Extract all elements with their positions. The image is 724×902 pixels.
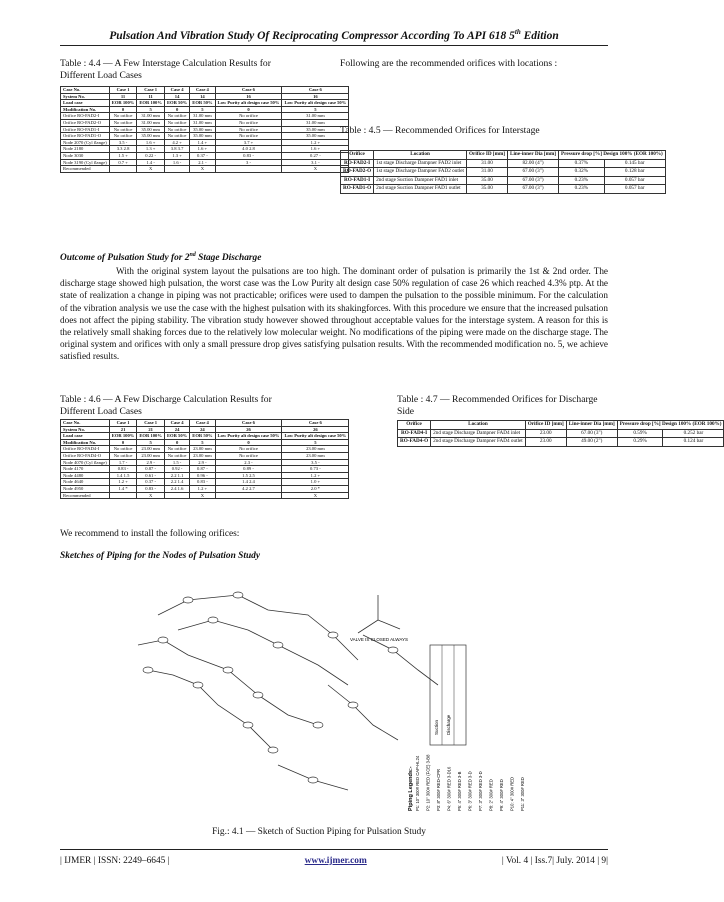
table-row xyxy=(61,166,349,173)
header-cell: Line-inner Dia [mm] xyxy=(566,421,617,430)
table-cell: System No. xyxy=(61,93,110,100)
table-cell: 0.057 bar xyxy=(604,185,665,194)
table-row xyxy=(61,106,349,113)
table-cell: Modification No. xyxy=(61,106,110,113)
table-cell: No orifice xyxy=(109,119,137,126)
table-row xyxy=(61,159,349,166)
table-cell: 31.00 xyxy=(466,168,507,177)
table-cell: 0 xyxy=(164,439,189,446)
legend-item: P5: 4" 300# RED 3-B xyxy=(457,771,462,811)
table-cell: 0.73 - xyxy=(282,466,349,473)
header-cell: Location xyxy=(431,421,526,430)
table-cell: 0.87 - xyxy=(190,466,215,473)
table-cell: 23.00 mm xyxy=(137,452,165,459)
table-cell: 2.9 - xyxy=(137,459,165,466)
legend-item: P11: 3" 300# RED xyxy=(520,777,525,811)
table-cell: No orifice xyxy=(215,133,282,140)
table-cell: 31.00 mm xyxy=(190,119,215,126)
header-cell: Case 4 xyxy=(190,87,215,94)
table-cell: Node 4170 xyxy=(61,466,110,473)
table-cell: Low Purity alt design case 50% xyxy=(215,100,282,107)
header-cell: Case 4 xyxy=(164,87,189,94)
table-cell: Case 6 xyxy=(215,420,282,427)
table-cell: 35.00 mm xyxy=(137,133,165,140)
table-row xyxy=(341,176,666,185)
table-cell: Orifice RO-FAD4-I xyxy=(61,446,110,453)
table-cell: 67.00 (3") xyxy=(508,176,559,185)
table-cell: 0.61 - xyxy=(137,472,165,479)
table-cell: No orifice xyxy=(164,119,189,126)
table-cell: 1.6 + xyxy=(190,146,215,153)
valve-note: VALVE IS CLOSED ALWAYS xyxy=(350,637,409,642)
table-cell: 16 xyxy=(282,93,349,100)
table-cell: X xyxy=(137,166,165,173)
table-row xyxy=(61,126,349,133)
table-cell: 0.22 - xyxy=(137,152,165,159)
table-cell: 0.23% xyxy=(559,176,605,185)
table-cell: Low Purity alt design case 50% xyxy=(282,433,349,440)
table-cell: Load case xyxy=(61,100,110,107)
table-row xyxy=(61,459,349,466)
header-cell: Line-inner Dia [mm] xyxy=(508,151,559,160)
header-cell: Case No. xyxy=(61,87,110,94)
table-cell: Load case xyxy=(61,433,110,440)
table-cell: 35.00 mm xyxy=(190,133,215,140)
table-cell: 1.2 + xyxy=(109,479,137,486)
table-row xyxy=(61,426,349,433)
table-row xyxy=(61,492,349,499)
table-cell: No orifice xyxy=(109,452,137,459)
table-cell: EOR 50% xyxy=(190,433,215,440)
table-cell: 1.5 2.5 xyxy=(215,472,282,479)
table-cell: 1.4 2.4 xyxy=(215,479,282,486)
table-cell: 0.252 bar xyxy=(663,429,724,438)
table-cell: 0 xyxy=(215,439,282,446)
legend-item: P2: 10" 300# RED (FCE) 3-B8 xyxy=(425,754,431,811)
footer-rule xyxy=(60,849,608,850)
table-cell: 23.00 xyxy=(525,429,566,438)
table-cell: 1.4 1.5 xyxy=(109,472,137,479)
table-cell: Node 3030 xyxy=(61,152,110,159)
table-cell: 2nd stage Suction Dampner FAD1 inlet xyxy=(374,176,467,185)
table-cell: 1.4 + xyxy=(190,139,215,146)
table-4-6-caption: Table : 4.6 — A Few Discharge Calculation Results for Different Load Cases xyxy=(60,394,272,417)
table-cell: 67.00 (3") xyxy=(508,185,559,194)
table-cell: Low Purity alt design case 50% xyxy=(282,100,349,107)
table-4-7 xyxy=(397,420,724,447)
table-cell: 2.9 - xyxy=(190,459,215,466)
table-cell: 82.00 (4") xyxy=(508,159,559,168)
table-cell: No orifice xyxy=(109,133,137,140)
table-cell: 0.7 + xyxy=(109,159,137,166)
table-row xyxy=(341,168,666,177)
table-cell: 2.2 1.4 xyxy=(164,479,189,486)
table-cell: Orifice RO-FAD2-I xyxy=(61,113,110,120)
table-cell: 3.5 - xyxy=(109,139,137,146)
table-row xyxy=(61,446,349,453)
table-cell: 1st stage Discharge Dampner FAD2 inlet xyxy=(374,159,467,168)
table-cell: 0.29% xyxy=(617,438,663,447)
table-cell: X xyxy=(282,492,349,499)
table-cell xyxy=(215,166,282,173)
table-cell: Recommended xyxy=(61,166,110,173)
table-cell: 14 xyxy=(190,93,215,100)
table-cell: 1.6 + xyxy=(282,146,349,153)
table-cell: No orifice xyxy=(215,113,282,120)
table-cell: 0.83 - xyxy=(215,152,282,159)
table-cell: 1.0 + xyxy=(282,479,349,486)
table-cell: No orifice xyxy=(215,446,282,453)
table-cell: 26 xyxy=(282,426,349,433)
outcome-heading: Outcome of Pulsation Study for 2nd Stage Discharge xyxy=(60,252,262,264)
table-row xyxy=(341,159,666,168)
table-header-row xyxy=(61,87,349,94)
table-cell: 1.7 - xyxy=(109,459,137,466)
table-cell: EOR 100% xyxy=(137,100,165,107)
table-cell: Orifice RO-FAD1-I xyxy=(61,126,110,133)
table-cell: No orifice xyxy=(215,126,282,133)
table-cell: 0.37% xyxy=(559,159,605,168)
pipe-lines xyxy=(138,595,438,790)
table-cell: Node 2070 (Cyl flange) xyxy=(61,139,110,146)
table-cell: 2.0 * xyxy=(282,485,349,492)
table-cell: 0.89 - xyxy=(215,466,282,473)
table-cell: X xyxy=(190,166,215,173)
table-cell: No orifice xyxy=(109,113,137,120)
table-cell: 0.92 - xyxy=(164,466,189,473)
table-cell: 0.59% xyxy=(617,429,663,438)
orifice-intro: Following are the recommended orifices with locations : xyxy=(340,58,558,69)
header-cell: Location xyxy=(374,151,467,160)
table-cell: 1.3 + xyxy=(137,146,165,153)
legend-block xyxy=(408,754,525,811)
table-cell: Orifice RO-FAD2-O xyxy=(61,119,110,126)
legend-item: P9: 4" 300# RED xyxy=(499,779,504,811)
legend-item: P10: 4" 300# RED xyxy=(509,776,515,811)
table-cell: 0.145 bar xyxy=(604,159,665,168)
table-row xyxy=(61,119,349,126)
table-cell xyxy=(164,492,189,499)
table-cell: 2.3 - xyxy=(215,459,282,466)
table-row xyxy=(61,100,349,107)
table-cell: 0.27 - xyxy=(282,152,349,159)
table-cell: Orifice RO-FAD1-O xyxy=(61,133,110,140)
recommend-text: We recommend to install the following orifices: xyxy=(60,529,240,539)
table-row xyxy=(341,185,666,194)
table-cell: 35.00 mm xyxy=(190,126,215,133)
table-cell: Recommended xyxy=(61,492,110,499)
legend-item: P6: 3" 300# RED 3-D xyxy=(467,771,473,811)
svg-text:Piping Legends:-: Piping Legends:- xyxy=(408,766,414,811)
table-cell: No orifice xyxy=(164,452,189,459)
table-row xyxy=(61,139,349,146)
table-cell: 31.00 mm xyxy=(282,119,349,126)
header-cell: Pressure drop [%] Design 100% (EOR 100%) xyxy=(559,151,666,160)
table-cell: 21 xyxy=(109,426,137,433)
table-cell: 0.83 - xyxy=(190,479,215,486)
table-row xyxy=(61,420,349,427)
table-cell: 3 - xyxy=(215,159,282,166)
table-cell: No orifice xyxy=(109,126,137,133)
table-cell: Case 4 xyxy=(190,420,215,427)
header-cell: Orifice xyxy=(398,421,431,430)
table-row xyxy=(61,472,349,479)
table-row xyxy=(61,113,349,120)
table-cell: Node 4070 (Cyl flange) xyxy=(61,459,110,466)
table-row xyxy=(61,433,349,440)
table-cell: 35.00 xyxy=(466,185,507,194)
table-cell: Case 1 xyxy=(109,420,137,427)
table-cell: 23.00 xyxy=(525,438,566,447)
table-cell: 23.00 mm xyxy=(137,446,165,453)
table-cell: 5 xyxy=(190,106,215,113)
table-cell: 2nd stage Discharge Dampner FAD4 outlet xyxy=(431,438,526,447)
table-cell: 1.3 + xyxy=(164,152,189,159)
table-cell: 11 xyxy=(109,93,137,100)
table-cell: Node 3190 (Cyl flange) xyxy=(61,159,110,166)
table-cell: 31.00 xyxy=(466,159,507,168)
table-cell: RO-FAD4-I xyxy=(398,429,431,438)
svg-text:Suction: Suction xyxy=(434,719,439,735)
table-cell: 4.2 + xyxy=(164,139,189,146)
table-cell: 2nd stage Suction Dampner FAD1 outlet xyxy=(374,185,467,194)
legend-item: P1: 10" 300# RED CAP-HL24 xyxy=(415,755,420,811)
table-cell: 1st stage Discharge Dampner FAD2 outlet xyxy=(374,168,467,177)
table-cell: 23.00 mm xyxy=(282,446,349,453)
table-cell: 23.00 mm xyxy=(190,446,215,453)
table-cell: Node 4640 xyxy=(61,479,110,486)
table-cell: 1.4 * xyxy=(109,485,137,492)
table-cell: RO-FAD2-O xyxy=(341,168,374,177)
table-cell: 1.4 - xyxy=(137,159,165,166)
table-cell: 31.00 mm xyxy=(282,113,349,120)
piping-sketch xyxy=(118,575,538,813)
table-4-4-caption: Table : 4.4 — A Few Interstage Calculation Results for Different Load Cases xyxy=(60,58,271,81)
sketch-heading: Sketches of Piping for the Nodes of Pulsation Study xyxy=(60,551,261,561)
table-cell: 24 xyxy=(164,426,189,433)
table-cell: 24 xyxy=(190,426,215,433)
table-row xyxy=(61,152,349,159)
figure-caption: Fig.: 4.1 — Sketch of Suction Piping for Pulsation Study xyxy=(212,827,426,837)
table-cell: 0.37 - xyxy=(190,152,215,159)
label-box xyxy=(430,645,466,745)
legend-item: P3: 8" 300# RED-CPR xyxy=(436,769,441,811)
header-cell: Pressure drop [%] Design 100% (EOR 100%) xyxy=(617,421,724,430)
table-cell: 35.00 mm xyxy=(282,126,349,133)
table-cell: Orifice RO-FAD4-O xyxy=(61,452,110,459)
table-row xyxy=(61,93,349,100)
table-4-5-caption: Table : 4.5 — Recommended Orifices for Interstage xyxy=(340,125,540,136)
table-row xyxy=(61,146,349,153)
table-4-6 xyxy=(60,419,349,499)
table-cell: EOR 50% xyxy=(190,100,215,107)
table-cell: 26 xyxy=(215,426,282,433)
table-cell: 31.00 mm xyxy=(137,113,165,120)
table-cell: 1.2 + xyxy=(282,472,349,479)
table-cell: 1.2 + xyxy=(190,485,215,492)
table-cell: EOR 100% xyxy=(109,100,137,107)
table-cell: 0.128 bar xyxy=(604,168,665,177)
table-header-row xyxy=(341,151,666,160)
table-cell: No orifice xyxy=(164,133,189,140)
table-cell: 16 xyxy=(215,93,282,100)
table-cell: Case 4 xyxy=(164,420,189,427)
table-cell: RO-FAD2-I xyxy=(341,159,374,168)
table-cell: 0.37 - xyxy=(137,479,165,486)
table-cell: 1.6 + xyxy=(137,139,165,146)
table-cell: X xyxy=(282,166,349,173)
header-cell: Case 1 xyxy=(109,87,137,94)
table-cell: Modification No. xyxy=(61,439,110,446)
table-4-5 xyxy=(340,150,666,194)
table-cell: No orifice xyxy=(164,126,189,133)
table-cell: Node 4480 xyxy=(61,472,110,479)
table-cell: 67.00 (3") xyxy=(566,429,617,438)
table-cell: Low Purity alt design case 50% xyxy=(215,433,282,440)
table-cell: 0 xyxy=(109,106,137,113)
table-cell: Case 6 xyxy=(282,420,349,427)
table-cell: 0.23% xyxy=(559,185,605,194)
table-4-4 xyxy=(60,86,349,173)
table-cell: 23.00 mm xyxy=(190,452,215,459)
table-cell: 2.1 - xyxy=(190,159,215,166)
table-cell: 21 xyxy=(137,426,165,433)
table-cell: 0.96 - xyxy=(190,472,215,479)
table-row xyxy=(61,485,349,492)
running-header: Pulsation And Vibration Study Of Reciprocating Compressor According To API 618 5th Edition xyxy=(109,28,559,42)
table-cell: 35.00 xyxy=(466,176,507,185)
table-row xyxy=(398,438,724,447)
header-rule xyxy=(60,45,608,46)
table-cell: 23.00 mm xyxy=(282,452,349,459)
page-footer xyxy=(60,856,608,866)
header-cell: Case 6 xyxy=(215,87,282,94)
legend-item: P4: 6" 300# RED 3-D16 xyxy=(446,766,452,811)
table-cell: 35.00 mm xyxy=(282,133,349,140)
table-cell: 3.1 - xyxy=(282,159,349,166)
table-cell: 49.00 (2") xyxy=(566,438,617,447)
table-cell: EOR 100% xyxy=(137,433,165,440)
table-cell: 1.5 - xyxy=(164,459,189,466)
journal-link[interactable]: www.ijmer.com xyxy=(304,856,367,866)
table-cell: 0 xyxy=(109,439,137,446)
table-cell: Case 1 xyxy=(137,420,165,427)
table-cell: RO-FAD1-I xyxy=(341,176,374,185)
table-cell: 0.83 - xyxy=(109,466,137,473)
table-cell: 5 xyxy=(282,106,349,113)
table-cell: 0.124 bar xyxy=(663,438,724,447)
table-cell: 2nd stage Discharge Dampner FAD4 inlet xyxy=(431,429,526,438)
table-cell: 3.5 - xyxy=(282,459,349,466)
table-row xyxy=(61,466,349,473)
table-cell: 5 xyxy=(190,439,215,446)
table-cell: No orifice xyxy=(215,452,282,459)
table-cell: 4.2 2.7 xyxy=(215,485,282,492)
node-markers xyxy=(143,592,398,783)
table-cell: 5 xyxy=(137,106,165,113)
table-row xyxy=(61,479,349,486)
table-cell: No orifice xyxy=(109,446,137,453)
table-cell: 5 xyxy=(282,439,349,446)
table-cell: 0.32% xyxy=(559,168,605,177)
legend-item: P8: 2" 300# RED xyxy=(488,779,494,811)
header-cell: Case 6 xyxy=(282,87,349,94)
table-cell: No orifice xyxy=(164,446,189,453)
table-cell: 1.2 + xyxy=(282,139,349,146)
table-cell: 0.057 bar xyxy=(604,176,665,185)
table-cell: 1.5 + xyxy=(109,152,137,159)
table-cell: RO-FAD1-O xyxy=(341,185,374,194)
table-cell: 0.83 - xyxy=(137,485,165,492)
table-cell xyxy=(109,492,137,499)
table-cell: Node 4950 xyxy=(61,485,110,492)
outcome-paragraph: With the original system layout the pulsations are too high. The dominant order of pulsation is primarily the 1st & 2nd order. The discharge stage showed high pulsation, the worst case was the Low Purity alt design case 50% regulation of case 26 which reached 4.3% ptp. At the state of realization a change in piping was not practicable; orifices were used to dampen the pulsation to the possible minimum. For the calculation of the vibration analysis we use the case with the highest pulsation with its shakingforces. With this procedure we ensure that the increased pulsation does not affect the piping stability. The vibration study however showed throughout acceptable values for the interstage system. A reason for this is the relatively small shaking forces due to the relatively low molecular weight. No modifications of the piping were made on the discharge stage. The original system and orifices with only a small pressure drop gives satisfying pulsation results. With the recommended modification no. 5, we achieve satisfied results. xyxy=(60,266,608,362)
table-cell: 35.00 mm xyxy=(137,126,165,133)
footer-left: | IJMER | ISSN: 2249–6645 | xyxy=(60,856,170,866)
table-cell: Case No. xyxy=(61,420,110,427)
table-cell: No orifice xyxy=(164,113,189,120)
table-cell: 4.0 2.8 xyxy=(215,146,282,153)
table-cell xyxy=(215,492,282,499)
table-cell: X xyxy=(137,492,165,499)
header-cell: Orifice ID [mm] xyxy=(466,151,507,160)
table-cell: 2.4 1.6 xyxy=(164,485,189,492)
table-cell: X xyxy=(190,492,215,499)
table-cell: 2.2 1.1 xyxy=(164,472,189,479)
svg-text:Discharge: Discharge xyxy=(446,714,451,735)
table-cell: 3.8 3.7 xyxy=(164,146,189,153)
table-4-7-caption: Table : 4.7 — Recommended Orifices for Discharge Side xyxy=(397,394,598,417)
table-cell: 14 xyxy=(164,93,189,100)
table-cell: 67.00 (3") xyxy=(508,168,559,177)
table-cell: EOR 50% xyxy=(164,100,189,107)
table-row xyxy=(61,439,349,446)
table-cell: Node 2180 xyxy=(61,146,110,153)
table-cell: EOR 50% xyxy=(164,433,189,440)
table-cell: 5 xyxy=(137,439,165,446)
table-cell: No orifice xyxy=(215,119,282,126)
table-row xyxy=(61,133,349,140)
table-cell: 31.00 mm xyxy=(190,113,215,120)
table-cell: EOR 100% xyxy=(109,433,137,440)
legend-item: P7: 3" 300# RED 3-D xyxy=(478,771,483,811)
table-cell: 0 xyxy=(215,106,282,113)
table-cell xyxy=(164,166,189,173)
table-cell: 3.3 2.8 xyxy=(109,146,137,153)
header-cell: Orifice ID [mm] xyxy=(525,421,566,430)
table-cell: System No. xyxy=(61,426,110,433)
table-cell: RO-FAD4-O xyxy=(398,438,431,447)
table-cell: 0 xyxy=(164,106,189,113)
table-cell: 1.6 - xyxy=(164,159,189,166)
footer-right: | Vol. 4 | Iss.7| July. 2014 | 9| xyxy=(501,856,608,866)
table-header-row xyxy=(398,421,724,430)
table-cell: 31.00 mm xyxy=(137,119,165,126)
header-cell: Case 1 xyxy=(137,87,165,94)
table-cell: 3.7 + xyxy=(215,139,282,146)
table-row xyxy=(398,429,724,438)
table-cell xyxy=(109,166,137,173)
table-row xyxy=(61,452,349,459)
table-cell: 0.87 - xyxy=(137,466,165,473)
table-cell: 11 xyxy=(137,93,165,100)
header-cell: Orifice xyxy=(341,151,374,160)
